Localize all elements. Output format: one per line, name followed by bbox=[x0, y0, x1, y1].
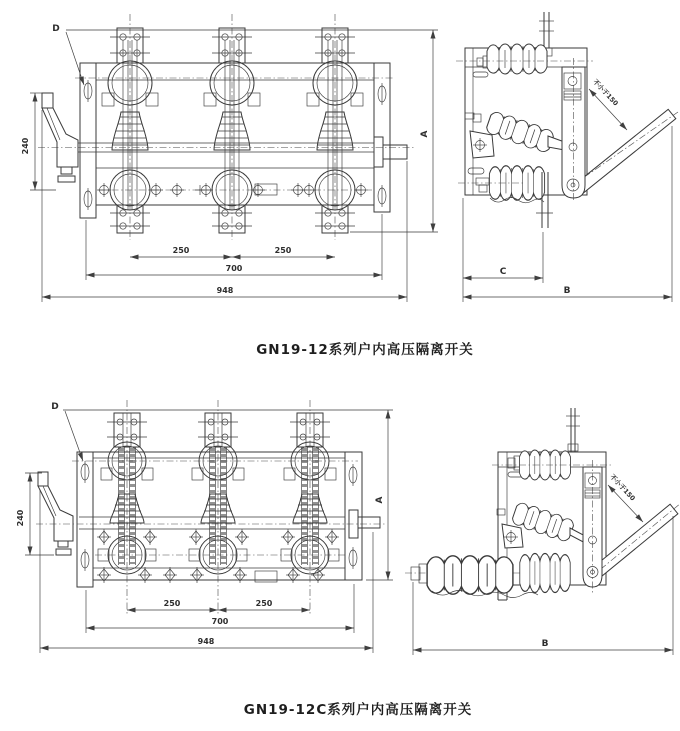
dim-D-label: D bbox=[51, 402, 59, 412]
dim-B-label: B bbox=[563, 286, 571, 296]
figure-2-caption: GN19-12C系列户内高压隔离开关 bbox=[243, 702, 473, 718]
dim-700-label: 700 bbox=[211, 617, 229, 626]
dim-C-label: C bbox=[499, 267, 507, 277]
figure-2-front-view bbox=[36, 400, 385, 615]
dim-D-label: D bbox=[52, 24, 60, 34]
figure-1-front-view bbox=[38, 14, 415, 240]
dim-min-clearance-label: 不小于150 bbox=[591, 77, 620, 108]
dim-948-label: 948 bbox=[216, 286, 234, 295]
figure-2-side-view bbox=[405, 408, 680, 600]
dim-A-label: A bbox=[420, 130, 430, 138]
figure-1-caption: GN19-12系列户内高压隔离开关 bbox=[256, 342, 474, 358]
dim-250-right-label: 250 bbox=[255, 599, 273, 608]
dim-B-label: B bbox=[541, 639, 549, 649]
dim-A-label: A bbox=[375, 496, 385, 504]
figure-2-operating-handle bbox=[38, 472, 73, 555]
figure-1-upper-insulator bbox=[487, 44, 547, 74]
dim-700-label: 700 bbox=[225, 264, 243, 273]
dim-250-left-label: 250 bbox=[172, 246, 190, 255]
dim-948-label: 948 bbox=[197, 637, 215, 646]
figure-2-lower-insulator bbox=[427, 556, 513, 594]
figure-1 bbox=[21, 12, 678, 302]
dim-240-label: 240 bbox=[16, 509, 25, 527]
figure-1-middle-insulator bbox=[485, 110, 555, 154]
dim-250-left-label: 250 bbox=[163, 599, 181, 608]
figure-2 bbox=[16, 400, 680, 655]
figure-2-rear-insulator bbox=[520, 554, 570, 593]
figure-1-operating-handle bbox=[42, 93, 78, 182]
dim-250-right-label: 250 bbox=[274, 246, 292, 255]
dim-min-clearance-label: 不小于150 bbox=[608, 472, 637, 503]
figure-1-side-view bbox=[456, 12, 678, 228]
dim-240-label: 240 bbox=[21, 137, 30, 155]
